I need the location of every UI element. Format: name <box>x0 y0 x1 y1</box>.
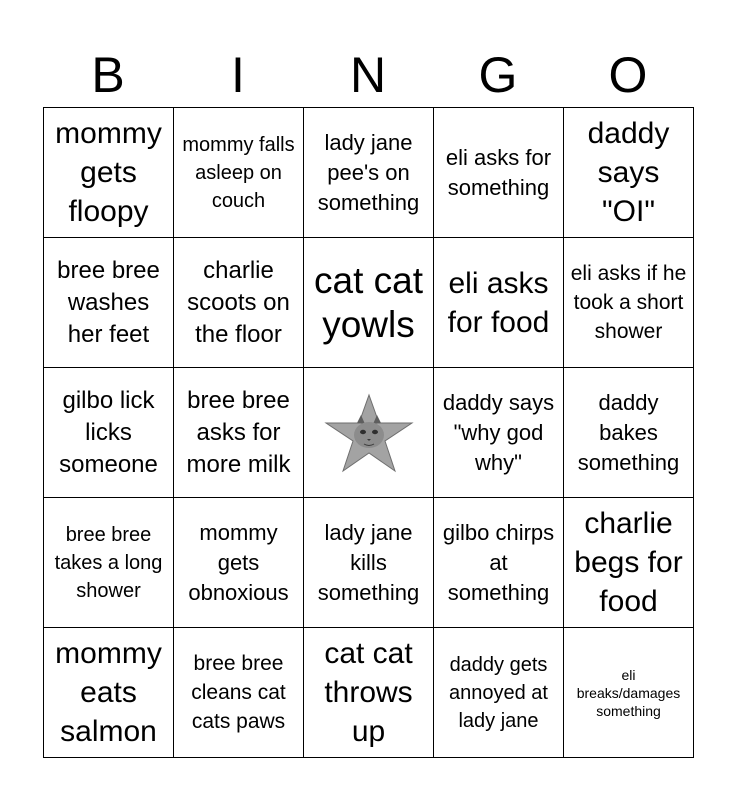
bingo-cell-r1c3[interactable] <box>304 108 434 238</box>
bingo-cell-r3c1[interactable] <box>44 368 174 498</box>
cell-text: bree bree cleans cat cats paws <box>191 652 286 733</box>
bingo-cell-r5c2[interactable] <box>174 628 304 758</box>
bingo-cell-r4c5[interactable] <box>564 498 694 628</box>
bingo-cell-r2c4[interactable] <box>434 238 564 368</box>
cell-text: lady jane kills something <box>317 519 420 605</box>
cell-text: daddy says "OI" <box>587 117 670 228</box>
bingo-cell-r5c3[interactable] <box>304 628 434 758</box>
bingo-cell-r1c2[interactable] <box>174 108 304 238</box>
header-letter-g: G <box>478 47 518 103</box>
cell-text: gilbo chirps at something <box>442 519 555 605</box>
cell-text: gilbo lick licks someone <box>59 386 158 478</box>
cell-text: mommy eats salmon <box>55 637 162 748</box>
cell-text: bree bree takes a long shower <box>54 523 163 602</box>
cell-text: daddy says "why god why" <box>442 389 555 475</box>
cell-text: eli asks if he took a short shower <box>570 262 687 343</box>
bingo-cell-r5c5[interactable] <box>564 628 694 758</box>
bingo-cell-r2c1[interactable] <box>44 238 174 368</box>
bingo-cell-r1c4[interactable] <box>434 108 564 238</box>
bingo-cell-r4c1[interactable] <box>44 498 174 628</box>
cell-text: daddy bakes something <box>577 389 680 475</box>
cell-text: eli asks for food <box>447 266 550 339</box>
bingo-cell-r2c5[interactable] <box>564 238 694 368</box>
bingo-cell-r4c2[interactable] <box>174 498 304 628</box>
cell-text: daddy gets annoyed at lady jane <box>449 653 548 732</box>
bingo-cell-r3c2[interactable] <box>174 368 304 498</box>
cell-text: cat cat yowls <box>314 259 423 345</box>
cell-text: eli asks for something <box>445 144 552 200</box>
cell-text: cat cat throws up <box>324 637 413 748</box>
bingo-cell-r3c5[interactable] <box>564 368 694 498</box>
header-letter-n: N <box>349 47 387 103</box>
header-letter-o: O <box>608 47 648 103</box>
bingo-cell-r2c3[interactable] <box>304 238 434 368</box>
bingo-board <box>43 107 694 758</box>
bingo-cell-r5c4[interactable] <box>434 628 564 758</box>
cell-text: charlie scoots on the floor <box>187 256 290 348</box>
bingo-cell-r3c4[interactable] <box>434 368 564 498</box>
bingo-cell-r4c4[interactable] <box>434 498 564 628</box>
cell-text: bree bree washes her feet <box>57 256 160 348</box>
cell-text: bree bree asks for more milk <box>186 386 291 478</box>
cell-text: lady jane pee's on something <box>317 129 420 215</box>
bingo-cell-r4c3[interactable] <box>304 498 434 628</box>
cell-text: charlie begs for food <box>574 507 683 618</box>
header-letter-i: I <box>231 47 245 103</box>
cell-text: mommy falls asleep on couch <box>182 133 295 212</box>
bingo-cell-r1c5[interactable] <box>564 108 694 238</box>
bingo-cell-r1c1[interactable] <box>44 108 174 238</box>
cell-text: mommy gets floopy <box>55 117 162 228</box>
bingo-cell-r5c1[interactable] <box>44 628 174 758</box>
cell-text: mommy gets obnoxious <box>188 519 289 605</box>
free-space-cell[interactable] <box>304 368 434 498</box>
cell-text: eli breaks/damages something <box>576 666 681 719</box>
bingo-header <box>43 46 693 104</box>
cat-face-star-icon <box>324 393 414 473</box>
header-letter-b: B <box>91 47 125 103</box>
bingo-cell-r2c2[interactable] <box>174 238 304 368</box>
